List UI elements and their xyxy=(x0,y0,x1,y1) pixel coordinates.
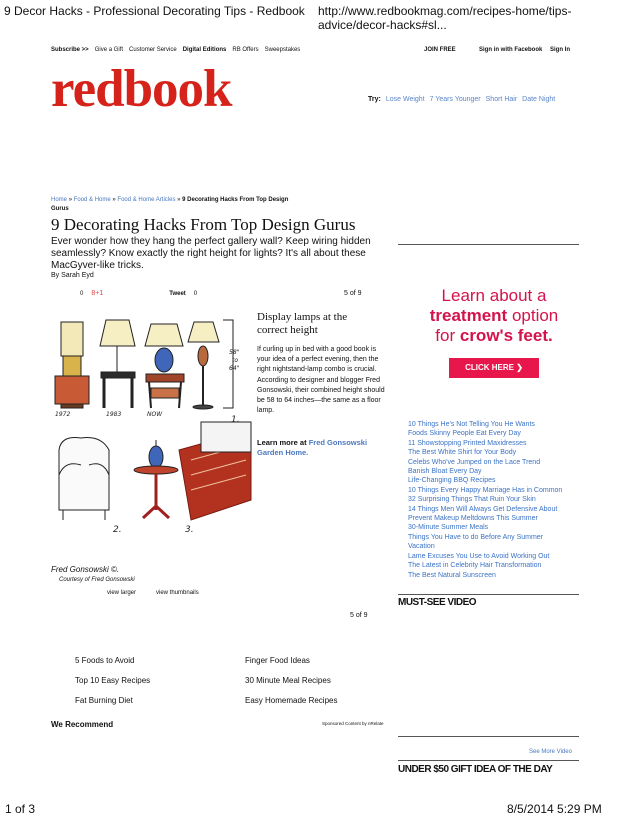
sidebar-link[interactable]: Things You Have to do Before Any Summer Vacation xyxy=(408,533,544,551)
sidebar-link[interactable]: The Best Natural Sunscreen xyxy=(408,571,496,579)
chevron-right-icon: ❯ xyxy=(516,363,523,372)
breadcrumb-articles[interactable]: Food & Home Articles xyxy=(117,197,176,203)
tweet-button[interactable]: Tweet xyxy=(169,290,186,297)
join-free-link[interactable]: JOIN FREE xyxy=(424,47,456,53)
print-footer-page: 1 of 3 xyxy=(5,802,36,816)
sidebar-link[interactable]: Banish Bloat Every Day xyxy=(408,468,482,476)
sidebar-link[interactable]: Foods Skinny People Eat Every Day xyxy=(408,430,521,438)
try-label: Try: xyxy=(368,96,381,103)
view-links xyxy=(107,590,199,596)
gplus-button[interactable]: 8+1 xyxy=(91,290,104,297)
sidebar-link[interactable]: 11 Showstopping Printed Maxidresses xyxy=(408,439,527,447)
sweepstakes-link[interactable]: Sweepstakes xyxy=(264,47,301,53)
sketch-label-1972: 1972 xyxy=(55,411,71,418)
view-larger-link[interactable]: view larger xyxy=(107,590,137,596)
gift-divider xyxy=(398,760,579,761)
ad-treatment: treatment xyxy=(429,306,508,325)
see-more-video-link[interactable]: See More Video xyxy=(529,749,572,755)
sketch-label-58: 58" xyxy=(229,349,240,356)
print-header-url: http://www.redbookmag.com/recipes-home/tips-advice/decor-hacks#sl... xyxy=(318,4,572,32)
must-see-video-heading: MUST-SEE VIDEO xyxy=(398,597,477,608)
sketch-label-2: 2. xyxy=(113,525,122,535)
tweet-count: 0 xyxy=(193,290,198,297)
facebook-count[interactable]: 0 xyxy=(80,290,84,297)
give-gift-link[interactable]: Give a Gift xyxy=(94,47,124,53)
sidebar-link[interactable]: 10 Things Every Happy Marriage Has in Common xyxy=(408,486,563,494)
article-dek: Ever wonder how they hang the perfect gallery wall? Keep wiring hidden seamlessly? Know exactly the right height for lights? It's all about these MacGyver-like tricks. xyxy=(51,236,371,271)
redbook-logo[interactable]: redbook xyxy=(51,60,232,118)
rb-offers-link[interactable]: RB Offers xyxy=(232,47,259,53)
try-link-lose-weight[interactable]: Lose Weight xyxy=(385,96,425,103)
slide-pager-bottom: 5 of 9 xyxy=(350,612,368,619)
try-link-short-hair[interactable]: Short Hair xyxy=(485,96,518,103)
related-link[interactable]: Finger Food Ideas xyxy=(245,656,310,665)
under-50-gift-heading: UNDER $50 GIFT IDEA OF THE DAY xyxy=(398,764,553,775)
print-header-title: 9 Decor Hacks - Professional Decorating Tips - Redbook xyxy=(4,4,305,18)
sidebar-link[interactable]: Celebs Who've Jumped on the Lace Trend xyxy=(408,458,541,466)
we-recommend-heading: We Recommend xyxy=(51,720,114,729)
photo-credit: Courtesy of Fred Gonsowski xyxy=(59,577,135,583)
sidebar-link[interactable]: 32 Surprising Things That Ruin Your Skin xyxy=(408,496,536,504)
try-link-7-years[interactable]: 7 Years Younger xyxy=(429,96,481,103)
credit-signature: Fred Gonsowski ©. xyxy=(51,565,120,574)
must-see-divider xyxy=(398,594,579,595)
try-link-date-night[interactable]: Date Night xyxy=(522,96,556,103)
ad-line-1: Learn about a xyxy=(441,286,547,305)
view-thumbnails-link[interactable]: view thumbnails xyxy=(156,590,199,596)
breadcrumb: Home » Food & Home » Food & Home Articles » 9 Decorating Hacks From Top Design Gurus xyxy=(51,197,289,212)
sketch-label-1983: 1983 xyxy=(106,411,122,418)
sidebar-link[interactable]: 14 Things Men Will Always Get Defensive About xyxy=(408,505,558,513)
article-title: 9 Decorating Hacks From Top Design Gurus xyxy=(51,215,356,234)
top-nav xyxy=(51,47,300,53)
byline: By Sarah Eyd xyxy=(51,272,94,279)
signin-link[interactable]: Sign In xyxy=(550,47,570,53)
sidebar-link[interactable]: The Best White Shirt for Your Body xyxy=(408,449,517,457)
sketch-label-now: NOW xyxy=(147,411,163,418)
related-link[interactable]: Top 10 Easy Recipes xyxy=(75,676,151,685)
breadcrumb-current: 9 Decorating Hacks From Top Design Gurus xyxy=(51,197,289,212)
sketch-label-1: 1. xyxy=(231,415,240,425)
related-link[interactable]: Fat Burning Diet xyxy=(75,696,133,705)
sidebar-link-list xyxy=(408,420,583,580)
sketch-label-to: to xyxy=(232,357,239,364)
subscribe-link[interactable]: Subscribe >> xyxy=(51,47,89,53)
slide-title: Display lamps at the correct height xyxy=(257,311,348,336)
print-footer-datetime: 8/5/2014 5:29 PM xyxy=(507,802,602,816)
breadcrumb-food-home[interactable]: Food & Home xyxy=(73,197,111,203)
slide-pager-top: 5 of 9 xyxy=(344,290,362,297)
sidebar-link[interactable]: 30-Minute Summer Meals xyxy=(408,524,489,532)
ad-crows-feet: crow's feet. xyxy=(459,326,553,345)
learn-more-link[interactable]: Fred Gonsowski Garden Home. xyxy=(257,438,368,457)
related-link[interactable]: 30 Minute Meal Recipes xyxy=(245,676,331,685)
digital-editions-link[interactable]: Digital Editions xyxy=(182,47,227,53)
facebook-signin-link[interactable]: Sign in with Facebook xyxy=(479,47,543,53)
sketch-label-64: 64" xyxy=(229,365,240,372)
video-divider xyxy=(398,736,579,737)
ad-click-here-button[interactable]: CLICK HERE ❯ xyxy=(449,358,539,378)
sponsored-label[interactable]: Sponsored Content by nRelate xyxy=(322,721,384,726)
social-bar xyxy=(80,290,197,297)
sidebar-link[interactable]: The Latest in Celebrity Hair Transformation xyxy=(408,562,542,570)
related-links xyxy=(75,656,337,716)
slide-body: If curling up in bed with a good book is your idea of a perfect evening, then the right nightstand-lamp combo is crucial. According to designer and blogger Fred Gonsowski, their combined height should be 58 to 64 inches—the same as a floor lamp. xyxy=(257,346,385,415)
related-link[interactable]: Easy Homemade Recipes xyxy=(245,696,338,705)
related-row xyxy=(75,696,337,716)
related-link[interactable]: 5 Foods to Avoid xyxy=(75,656,135,665)
breadcrumb-home[interactable]: Home xyxy=(51,197,68,203)
related-row xyxy=(75,676,337,696)
sidebar-link[interactable]: Lame Excuses You Use to Avoid Working Out xyxy=(408,552,550,560)
learn-more: Learn more at Fred Gonsowski Garden Home. xyxy=(257,438,368,457)
sidebar-link[interactable]: 10 Things He's Not Telling You He Wants xyxy=(408,421,535,428)
sidebar-divider xyxy=(398,244,579,245)
related-row xyxy=(75,656,337,676)
crows-feet-ad[interactable]: Learn about a treatment option for crow's feet. xyxy=(405,286,583,346)
try-links xyxy=(368,96,555,103)
lamp-sketch-image[interactable] xyxy=(51,310,253,565)
sidebar-link[interactable]: Prevent Makeup Meltdowns This Summer xyxy=(408,515,538,523)
customer-service-link[interactable]: Customer Service xyxy=(129,47,177,53)
sidebar-link[interactable]: Life-Changing BBQ Recipes xyxy=(408,477,496,485)
sketch-label-3: 3. xyxy=(185,525,194,535)
